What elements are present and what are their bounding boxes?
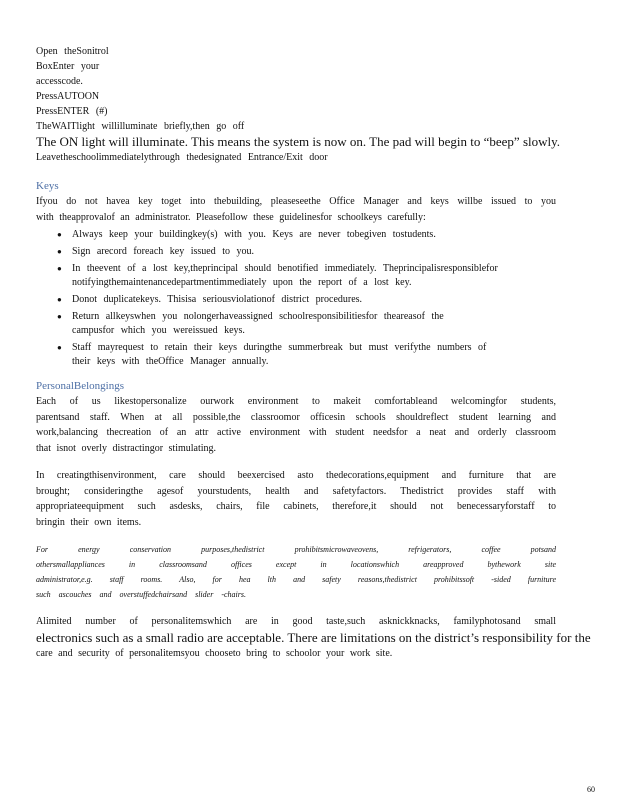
bullet-icon: ● xyxy=(57,312,62,321)
text-line: Each of us likestopersonalize ourwork environment to makeit comfortableand welcomingfor students, xyxy=(36,396,556,407)
text-line: Alimited number of personalitemswhich are in good taste,such asknickknacks, familyphotosand small xyxy=(36,616,556,627)
text-line: electronics such as a small radio are acceptable. There are limitations on the district’s responsibility for the xyxy=(36,629,591,645)
text-line: with theapprovalof an administrator. Pleasefollow these guidelinesfor schoolkeys carefully: xyxy=(36,211,426,223)
list-item xyxy=(36,245,556,259)
belongings-para-2 xyxy=(36,468,556,530)
keys-heading: Keys xyxy=(36,180,59,192)
text-line: appropriateequipment such asdesks, chairs, file cabinets, therefore,it should not benecessaryforstaff to xyxy=(36,501,556,512)
text-line: work,balancing thecreation of an attr active environment with student needsfor a neat and orderly classroom xyxy=(36,427,556,438)
keys-guidelines-list xyxy=(36,228,556,369)
bullet-icon: ● xyxy=(57,230,62,239)
list-item xyxy=(36,228,556,242)
belongings-para-3 xyxy=(36,614,591,661)
document-page xyxy=(36,44,591,661)
list-item-text: Sign arecord foreach key issued to you. xyxy=(72,246,255,257)
list-item-text: Donot duplicatekeys. Thisisa seriousviolationof district procedures. xyxy=(72,294,363,305)
list-item xyxy=(36,262,556,290)
list-item-text: campusfor which you wereissued keys. xyxy=(72,325,245,336)
keys-intro xyxy=(36,194,556,225)
text-line: parentsand staff. When at all possible,the classroomor officesin schools shouldreflect student learning and xyxy=(36,411,556,423)
alarm-steps xyxy=(36,44,561,165)
step-line: TheWAITlight willilluminate briefly,then go off xyxy=(36,121,245,132)
step-line: PressENTER (#) xyxy=(36,106,108,117)
text-line: othersmallappliances in classroomsand offices except in locationswhich areapproved bythework site xyxy=(36,560,556,569)
bullet-icon: ● xyxy=(57,264,62,273)
text-line: care and security of personalitemsyou chooseto bring to schoolor your work site. xyxy=(36,647,393,659)
list-item xyxy=(36,341,556,369)
list-item xyxy=(36,293,556,307)
list-item-text: notifyingthemaintenancedepartmentimmediately upon the report of a lost key. xyxy=(72,277,412,288)
list-item-text: Always keep your buildingkey(s) with you. Keys are never tobegiven tostudents. xyxy=(72,229,436,240)
leave-text: Leavetheschoolimmediatelythrough thedesignated Entrance/Exit door xyxy=(36,152,328,163)
text-line: Ifyou do not havea key toget into thebuilding, pleaseseethe Office Manager and keys willbe issued to you xyxy=(36,196,556,207)
list-item-text: Staff mayrequest to retain their keys duringthe summerbreak but must verifythe numbers of xyxy=(72,342,487,353)
belongings-heading: PersonalBelongings xyxy=(36,380,124,392)
step-line: BoxEnter your xyxy=(36,61,100,72)
step-line: PressAUTOON xyxy=(36,91,100,102)
list-item-text: In theevent of a lost key,theprincipal should benotified immediately. Theprincipalisresponsiblefor xyxy=(72,263,498,274)
text-line: In creatingthisenvironment, care should beexercised asto thedecorations,equipment and furniture that are xyxy=(36,470,556,481)
text-line: administrator,e.g. staff rooms. Also, for hea lth and safety reasons,thedistrict prohibitssoft -sided furniture xyxy=(36,575,556,584)
page-number: 60 xyxy=(587,785,595,794)
bullet-icon: ● xyxy=(57,343,62,352)
text-line: brought; consideringthe agesof yourstudents, health and safetyfactors. Thedistrict provides staff with xyxy=(36,485,556,497)
bullet-icon: ● xyxy=(57,295,62,304)
text-line: bringin their own items. xyxy=(36,516,142,528)
step-line: Open theSonitrol xyxy=(36,46,109,57)
text-line: For energy conservation purposes,thedistrict prohibitsmicrowaveovens, refrigerators, coffee potsand xyxy=(36,545,556,554)
list-item-text: their keys with theOffice Manager annually. xyxy=(72,356,269,367)
step-line: accesscode. xyxy=(36,76,83,87)
on-light-text: The ON light will illuminate. This means the system is now on. The pad will begin to “beep” slowly. xyxy=(36,134,561,149)
belongings-para-1 xyxy=(36,394,556,456)
bullet-icon: ● xyxy=(57,247,62,256)
text-line: such ascouches and overstuffedchairsand slider -chairs. xyxy=(36,590,246,599)
spacer xyxy=(36,602,556,614)
list-item xyxy=(36,310,556,338)
spacer xyxy=(36,530,556,542)
text-line: that isnot overly distractingor stimulating. xyxy=(36,442,217,454)
spacer xyxy=(36,456,556,468)
energy-conservation-note xyxy=(36,542,556,602)
list-item-text: Return allkeyswhen you nolongerhaveassigned schoolresponsibilitiesfor theareasof the xyxy=(72,311,444,322)
